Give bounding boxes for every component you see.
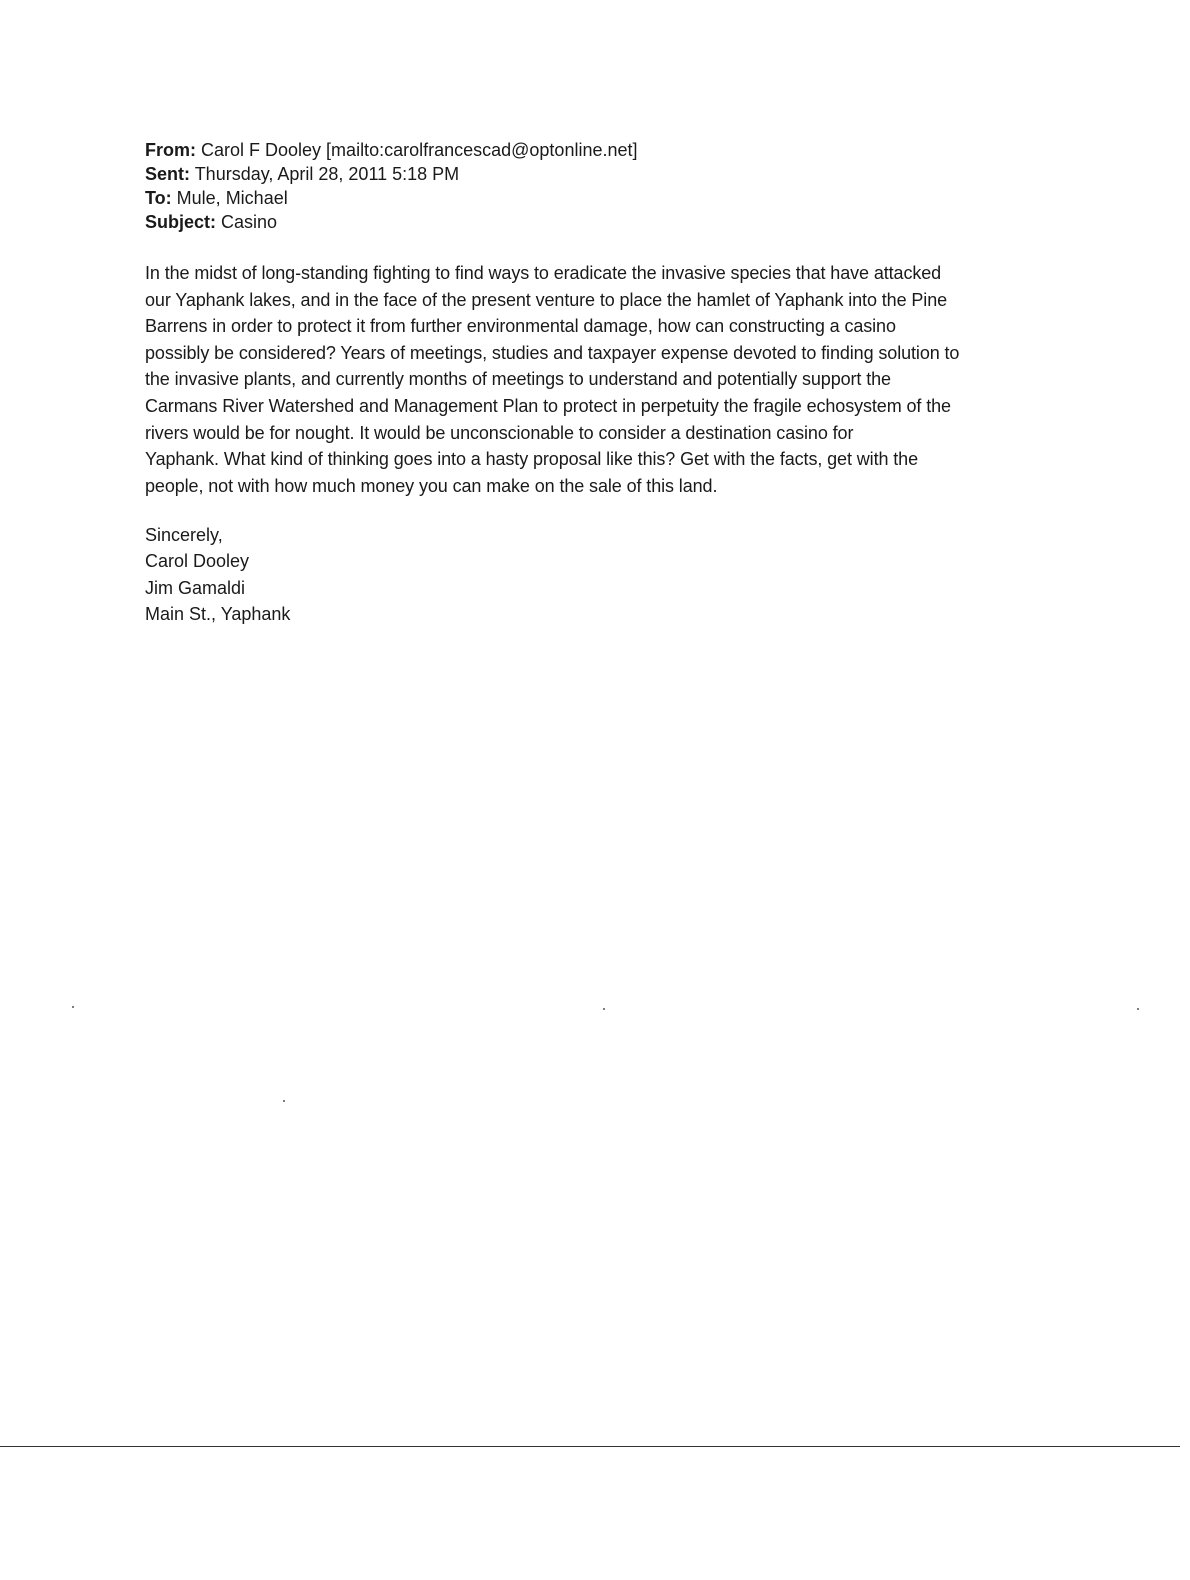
from-row xyxy=(145,138,638,162)
body-line: Carmans River Watershed and Management Plan to protect in perpetuity the fragile echosystem of the xyxy=(145,395,951,416)
subject-label: Subject: xyxy=(145,212,217,232)
closing: Sincerely, xyxy=(145,525,223,545)
scan-speck xyxy=(283,1100,285,1102)
scan-speck xyxy=(603,1008,605,1010)
subject-value: Casino xyxy=(221,212,278,232)
from-value: Carol F Dooley [mailto:carolfrancescad@optonline.net] xyxy=(201,140,638,160)
bottom-divider xyxy=(0,1446,1180,1447)
body-line: Barrens in order to protect it from further environmental damage, how can constructing a casino xyxy=(145,316,896,337)
email-body xyxy=(145,260,1075,499)
body-line: our Yaphank lakes, and in the face of the present venture to place the hamlet of Yaphank into the Pine xyxy=(145,289,948,310)
scan-speck xyxy=(1137,1008,1139,1010)
email-header xyxy=(145,138,638,234)
scan-speck xyxy=(72,1006,74,1008)
subject-row xyxy=(145,210,638,234)
signer-name: Carol Dooley xyxy=(145,551,250,572)
sent-value: Thursday, April 28, 2011 5:18 PM xyxy=(194,164,460,184)
body-line: Yaphank. What kind of thinking goes into a hasty proposal like this? Get with the facts, get with the xyxy=(145,449,919,470)
signer-address: Main St., Yaphank xyxy=(145,603,291,624)
to-label: To: xyxy=(145,188,172,208)
from-label: From: xyxy=(145,140,196,160)
sent-label: Sent: xyxy=(145,164,190,184)
sent-row xyxy=(145,162,638,186)
body-line: possibly be considered? Years of meetings, studies and taxpayer expense devoted to finding solution to xyxy=(145,342,960,363)
to-row xyxy=(145,186,638,210)
body-line: the invasive plants, and currently months of meetings to understand and potentially support the xyxy=(145,369,891,390)
to-value: Mule, Michael xyxy=(176,188,288,208)
signer-name: Jim Gamaldi xyxy=(145,577,246,598)
body-line: people, not with how much money you can make on the sale of this land. xyxy=(145,475,718,496)
body-line: rivers would be for nought. It would be unconscionable to consider a destination casino for xyxy=(145,422,854,443)
body-line: In the midst of long-standing fighting to find ways to eradicate the invasive species that have attacked xyxy=(145,263,942,283)
signature-block xyxy=(145,522,290,627)
